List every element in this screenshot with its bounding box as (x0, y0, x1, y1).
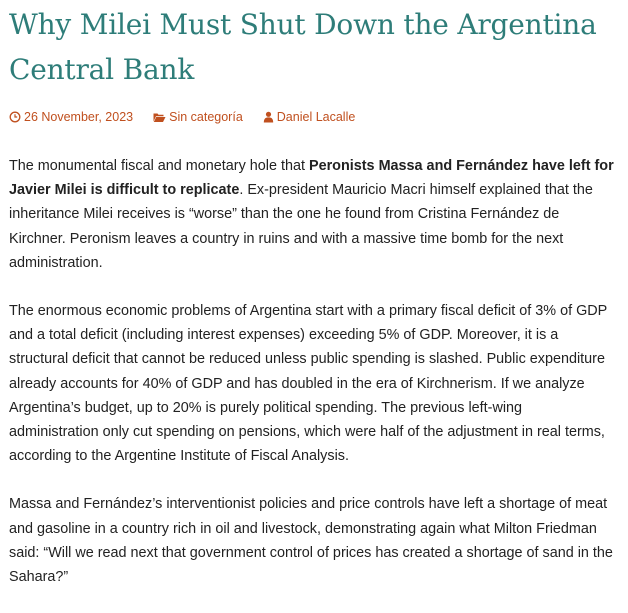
post-category-link[interactable] (153, 110, 243, 124)
paragraph-1-lead: The monumental fiscal and monetary hole that (9, 158, 309, 174)
article-body (9, 154, 615, 589)
paragraph-1-rest: . Ex-president Mauricio Macri himself explained that the inheritance Milei receives is “worse” than the one he found from Cristina Fernández de Kirchner. Peronism leaves a country in ruins and with a massive time bomb for the next administration. (9, 182, 593, 271)
post-meta (9, 108, 615, 126)
post-category: Sin categoría (169, 110, 243, 124)
post-date-link[interactable] (9, 110, 133, 124)
paragraph-3: Massa and Fernández’s interventionist policies and price controls have left a shortage of meat and gasoline in a country rich in oil and livestock, demonstrating again what Milton Friedman said: “Will we read next that government control of prices has created a shortage of sand in the Sahara?” (9, 496, 613, 586)
clock-icon (9, 111, 21, 123)
post-author-link[interactable] (263, 110, 356, 124)
post-date: 26 November, 2023 (24, 110, 134, 124)
post-author: Daniel Lacalle (276, 110, 356, 124)
user-icon (263, 111, 274, 123)
paragraph-1-bold: Peronists Massa and Fernández have left for Javier Milei is difficult to replicate (9, 158, 614, 199)
folder-open-icon (153, 112, 166, 123)
article-title: Why Milei Must Shut Down the Argentina Central Bank (9, 8, 597, 86)
paragraph-2: The enormous economic problems of Argentina start with a primary fiscal deficit of 3% of GDP and a total deficit (including interest expenses) exceeding 5% of GDP. Moreover, it is a structural deficit that cannot be reduced unless public spending is slashed. Public expenditure already accounts for 40% of GDP and has doubled in the era of Kirchnerism. If we analyze Argentina’s budget, up to 20% is purely political spending. The previous left-wing administration only cut spending on pensions, which were half of the adjustment in real terms, according to the Argentine Institute of Fiscal Analysis. (9, 303, 608, 465)
article (9, 0, 615, 613)
paragraph-1 (9, 154, 615, 275)
